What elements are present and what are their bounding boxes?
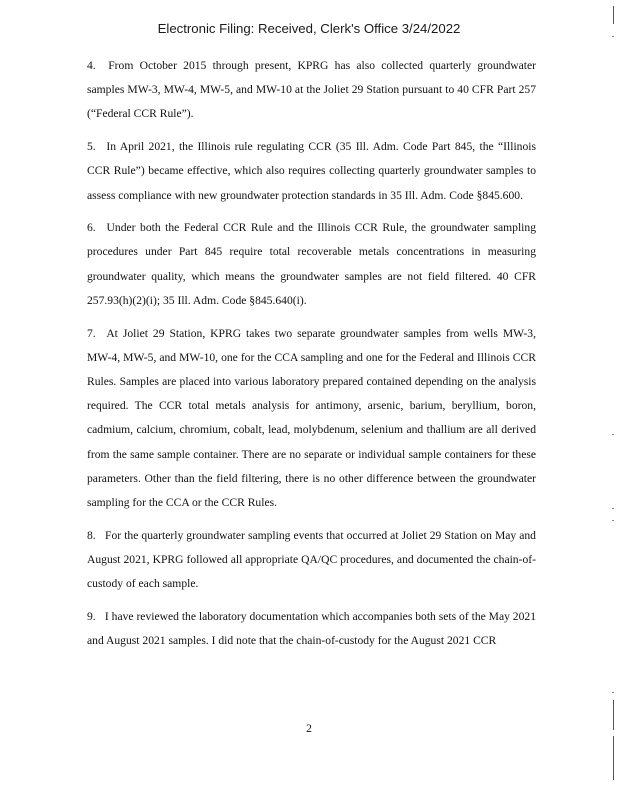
- paragraph-number: 9.: [87, 609, 96, 623]
- scan-edge-mark: [613, 700, 614, 730]
- scan-edge-mark: [613, 736, 614, 780]
- paragraph-6: [87, 216, 536, 313]
- paragraph-text: Under both the Federal CCR Rule and the Illinois CCR Rule, the groundwater sampling procedures under Part 845 require total recoverable metals concentrations in measuring groundwater quality, which means the groundwater samples are not field filtered. 40 CFR 257.93(h)(2)(i); 35 Ill. Adm. Code §845.640(i).: [87, 221, 536, 307]
- paragraph-9: [87, 605, 536, 653]
- paragraph-number: 6.: [87, 221, 96, 235]
- paragraph-text: At Joliet 29 Station, KPRG takes two separate groundwater samples from wells MW-3, MW-4, MW-5, and MW-10, one for the CCA sampling and one for the Federal and Illinois CCR Rules. Samples are placed into various laboratory prepared contained depending on the analysis required. The CCR total metals analysis for antimony, arsenic, barium, beryllium, boron, cadmium, calcium, chromium, cobalt, lead, molybdenum, selenium and thallium are all derived from the same sample container. There are no separate or individual sample containers for these parameters. Other than the field filtering, there is no other difference between the groundwater sampling for the CCA or the CCR Rules.: [87, 326, 536, 509]
- paragraph-text: I have reviewed the laboratory documentation which accompanies both sets of the May 2021 and August 2021 samples. I did note that the chain-of-custody for the August 2021 CCR: [87, 609, 536, 647]
- paragraph-4: [87, 54, 536, 127]
- paragraph-number: 7.: [87, 326, 96, 340]
- paragraph-number: 8.: [87, 528, 96, 542]
- scan-edge-tick: [612, 434, 614, 435]
- scan-edge-mark: [613, 6, 614, 24]
- paragraph-number: 5.: [87, 140, 96, 154]
- paragraph-number: 4.: [87, 59, 96, 72]
- paragraph-text: For the quarterly groundwater sampling events that occurred at Joliet 29 Station on May and August 2021, KPRG followed all appropriate QA/QC procedures, and documented the chain-of-custody of each sample.: [87, 528, 536, 591]
- scan-edge-tick: [612, 520, 614, 521]
- paragraph-5: [87, 135, 536, 208]
- paragraph-text: From October 2015 through present, KPRG has also collected quarterly groundwater samples MW-3, MW-4, MW-5, and MW-10 at the Joliet 29 Station pursuant to 40 CFR Part 257 (“Federal CCR Rule”).: [87, 59, 536, 121]
- page-number: 2: [306, 722, 312, 735]
- paragraph-text: In April 2021, the Illinois rule regulating CCR (35 Ill. Adm. Code Part 845, the “Illinois CCR Rule”) became effective, which also requires collecting quarterly groundwater samples to assess compliance with new groundwater protection standards in 35 Ill. Adm. Code §845.600.: [87, 140, 536, 202]
- scan-edge-tick: [612, 692, 614, 693]
- scan-edge-tick: [612, 508, 614, 509]
- scan-edge-tick: [612, 36, 614, 37]
- paragraph-7: [87, 322, 536, 516]
- filing-stamp-header: Electronic Filing: Received, Clerk's Office 3/24/2022: [157, 21, 461, 36]
- paragraph-8: [87, 524, 536, 597]
- document-body: [87, 54, 536, 662]
